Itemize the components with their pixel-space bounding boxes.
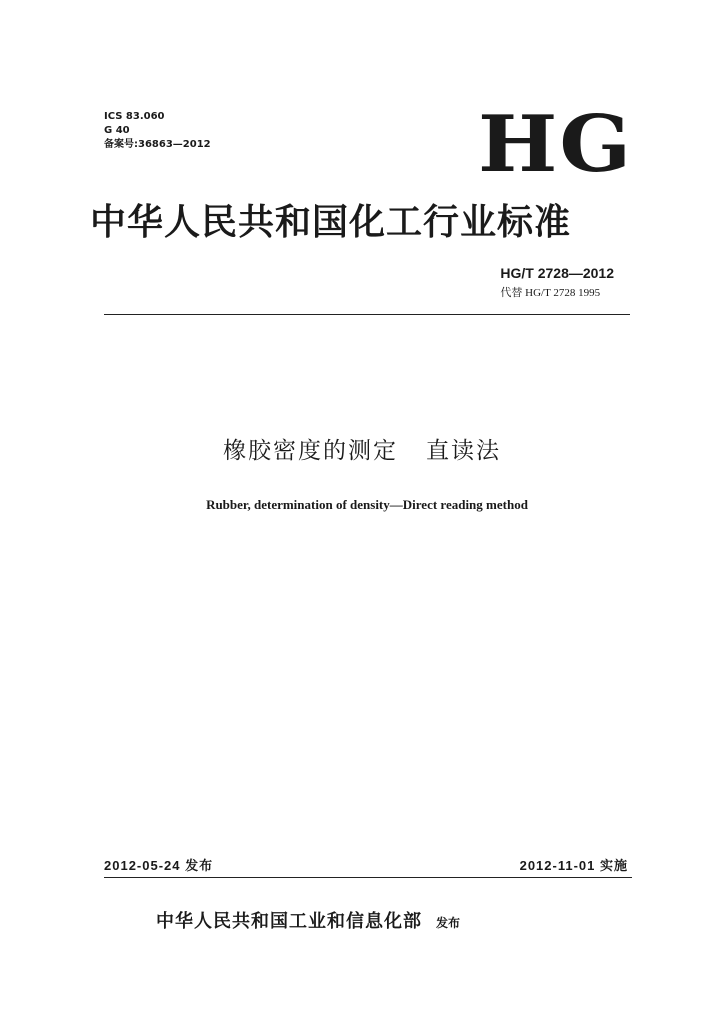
document-title-chinese bbox=[0, 434, 724, 468]
standard-category-title: 中华人民共和国化工行业标准 bbox=[90, 201, 572, 243]
issue-date: 2012-05-24 发布 bbox=[104, 858, 214, 873]
classification-block bbox=[104, 110, 211, 152]
title-cn-part1: 橡胶密度的测定 bbox=[223, 438, 398, 464]
ccs-code: G 40 bbox=[104, 125, 130, 136]
issuing-authority: 中华人民共和国工业和信息化部 bbox=[156, 911, 422, 932]
standard-number-block bbox=[500, 264, 614, 301]
issuer-block bbox=[156, 908, 460, 937]
document-title-english: Rubber, determination of density—Direct reading method bbox=[206, 497, 528, 512]
bottom-divider bbox=[104, 877, 632, 878]
hg-logo: HG bbox=[478, 98, 634, 190]
top-divider bbox=[104, 314, 630, 315]
replaces-standard: 代替 HG/T 2728 1995 bbox=[500, 287, 601, 299]
record-number: 备案号:36863—2012 bbox=[104, 139, 211, 150]
issuer-action: 发布 bbox=[436, 916, 461, 930]
standard-number: HG/T 2728—2012 bbox=[500, 265, 614, 281]
ics-code: ICS 83.060 bbox=[104, 111, 165, 122]
title-cn-part2: 直读法 bbox=[426, 438, 501, 464]
implementation-date: 2012-11-01 实施 bbox=[519, 858, 628, 873]
